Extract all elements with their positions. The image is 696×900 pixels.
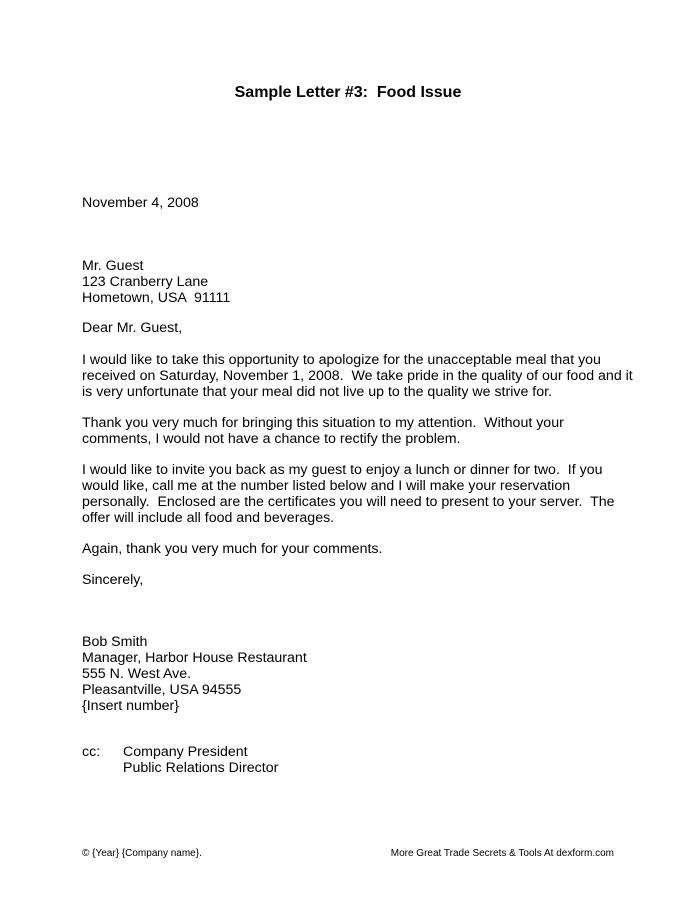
recipient-name: Mr. Guest: [82, 258, 144, 274]
paragraph-line: Thank you very much for bringing this situation to my attention. Without your: [82, 415, 564, 431]
cc-label: cc:: [82, 744, 101, 760]
footer-promo: More Great Trade Secrets & Tools At dexform.com: [390, 848, 614, 859]
signature-phone: {Insert number}: [82, 698, 180, 714]
letter-date: November 4, 2008: [82, 195, 199, 211]
cc-recipient: Company President: [123, 744, 248, 760]
paragraph-line: comments, I would not have a chance to rectify the problem.: [82, 431, 461, 447]
paragraph-thanks: [82, 415, 564, 447]
salutation: Dear Mr. Guest,: [82, 320, 183, 336]
recipient-address: [82, 258, 230, 306]
paragraph-line: Again, thank you very much for your comments.: [82, 541, 383, 557]
recipient-street: 123 Cranberry Lane: [82, 274, 209, 290]
signature-name: Bob Smith: [82, 634, 148, 650]
footer-copyright: © {Year} {Company name}.: [82, 848, 202, 859]
signature-block: [82, 634, 307, 714]
paragraph-invitation: [82, 462, 615, 526]
cc-recipient: Public Relations Director: [123, 760, 279, 776]
signature-street: 555 N. West Ave.: [82, 666, 192, 682]
paragraph-line: offer will include all food and beverages.: [82, 510, 335, 526]
letter-title: Sample Letter #3: Food Issue: [234, 84, 462, 101]
signature-title: Manager, Harbor House Restaurant: [82, 650, 307, 666]
paragraph-line: I would like to take this opportunity to apologize for the unacceptable meal that you: [82, 352, 601, 368]
paragraph-line: personally. Enclosed are the certificates you will need to present to your server. The: [82, 494, 615, 510]
paragraph-line: I would like to invite you back as my guest to enjoy a lunch or dinner for two. If you: [82, 462, 603, 478]
paragraph-closing-thanks: [82, 541, 382, 557]
paragraph-apology: [82, 352, 633, 400]
cc-recipients: [123, 744, 278, 776]
closing: Sincerely,: [82, 572, 144, 588]
paragraph-line: would like, call me at the number listed below and I will make your reservation: [82, 478, 571, 494]
recipient-city: Hometown, USA 91111: [82, 290, 231, 306]
paragraph-line: is very unfortunate that your meal did not live up to the quality we strive for.: [82, 384, 553, 400]
paragraph-line: received on Saturday, November 1, 2008. We take pride in the quality of our food and it: [82, 368, 633, 384]
signature-city: Pleasantville, USA 94555: [82, 682, 242, 698]
